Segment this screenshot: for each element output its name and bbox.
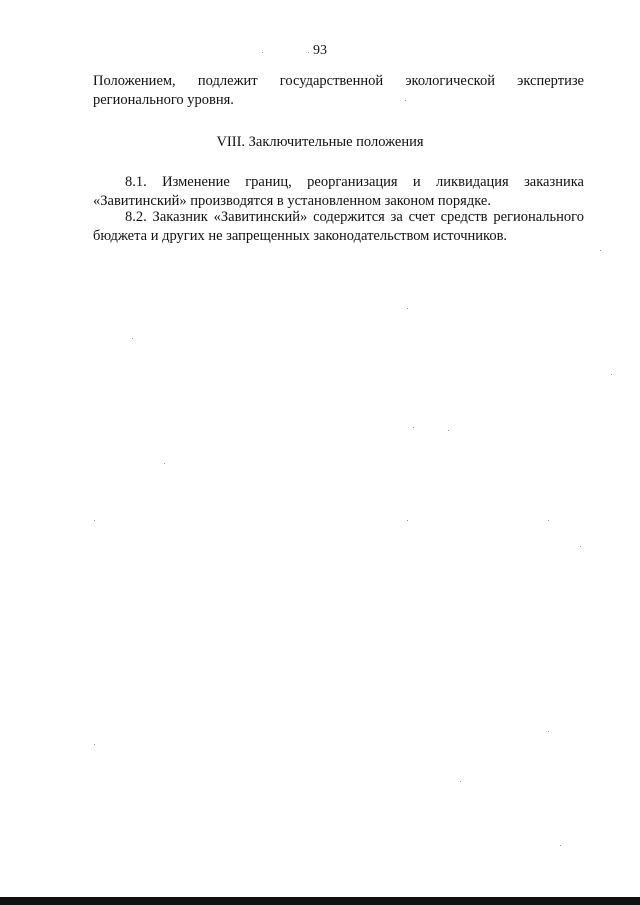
scan-speck <box>405 100 406 101</box>
section-heading: VIII. Заключительные положения <box>216 134 424 150</box>
scan-speck <box>94 520 95 521</box>
scan-speck <box>548 520 549 521</box>
scan-speck <box>164 463 165 464</box>
scan-speck <box>407 308 408 309</box>
scan-bottom-edge <box>0 897 640 905</box>
paragraph-8-1: 8.1. Изменение границ, реорганизация и ликвидация заказника «Завитинский» производятся в установленном законом порядке. <box>93 174 584 209</box>
scan-speck <box>560 845 561 846</box>
page-number: 93 <box>313 43 327 58</box>
scan-speck <box>448 430 449 431</box>
scan-speck <box>600 250 601 251</box>
scan-speck <box>413 427 414 428</box>
scan-speck <box>308 52 309 53</box>
scan-speck <box>580 546 581 547</box>
paragraph-8-2: 8.2. Заказник «Завитинский» содержится за счет средств регионального бюджета и других не запрещенных законодательством источников. <box>93 209 584 244</box>
scan-speck <box>548 731 549 732</box>
scan-speck <box>132 338 133 339</box>
scan-speck <box>94 744 95 745</box>
scan-speck <box>611 374 612 375</box>
scan-speck <box>407 520 408 521</box>
scan-speck <box>460 781 461 782</box>
continuation-paragraph: Положением, подлежит государственной экологической экспертизе регионального уровня. <box>93 73 584 108</box>
scan-speck <box>262 52 263 53</box>
